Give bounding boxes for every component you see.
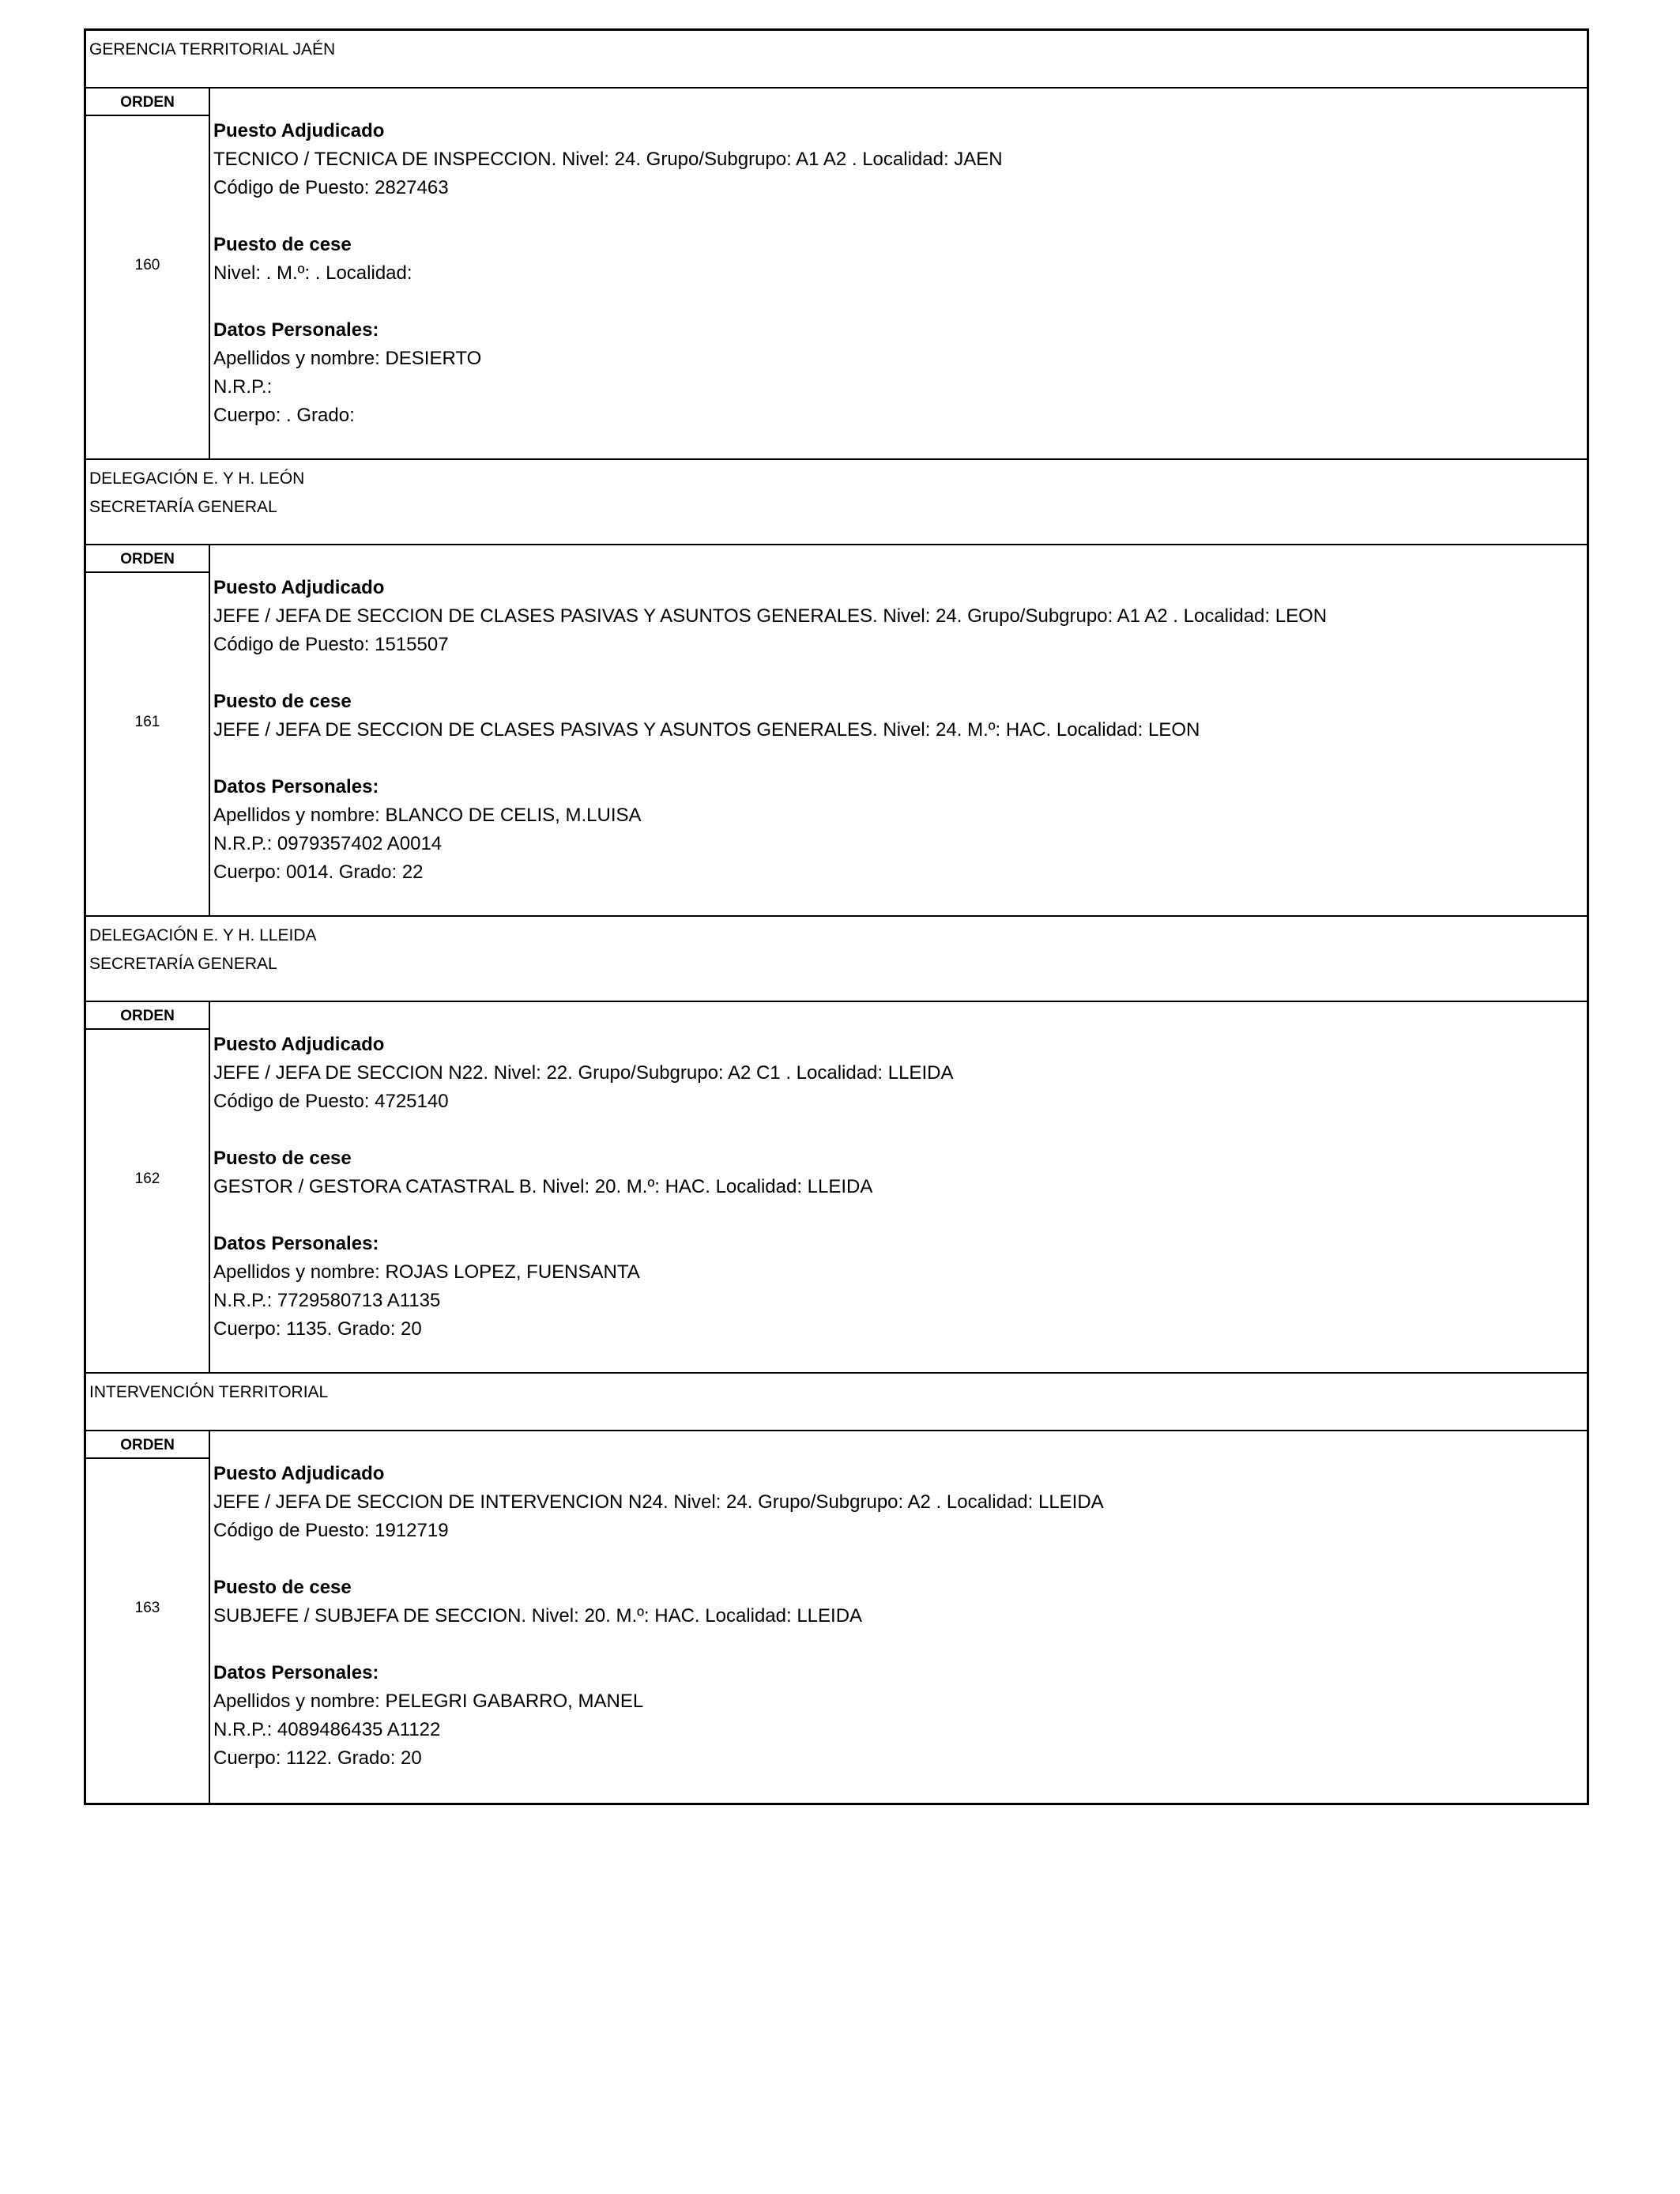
nrp: N.R.P.: 4089486435 A1122 — [213, 1719, 441, 1740]
orden-column — [86, 545, 210, 915]
record-161 — [86, 545, 1587, 917]
orden-number: 160 — [134, 257, 160, 273]
section-header-line: INTERVENCIÓN TERRITORIAL — [89, 1383, 329, 1401]
puesto-adjudicado-line: JEFE / JEFA DE SECCION DE INTERVENCION N24. Nivel: 24. Grupo/Subgrupo: A2 . Localidad: LLEIDA — [213, 1491, 1104, 1513]
datos-personales-heading: Datos Personales: — [213, 1233, 379, 1254]
nrp: N.R.P.: 0979357402 A0014 — [213, 833, 443, 854]
apellidos-nombre: Apellidos y nombre: PELEGRI GABARRO, MANEL — [213, 1691, 644, 1712]
puesto-cese-heading: Puesto de cese — [213, 1148, 352, 1169]
puesto-cese-line: SUBJEFE / SUBJEFA DE SECCION. Nivel: 20. M.º: HAC. Localidad: LLEIDA — [213, 1605, 863, 1627]
datos-personales-heading: Datos Personales: — [213, 1662, 379, 1683]
record-162 — [86, 1002, 1587, 1374]
section-header-line: DELEGACIÓN E. Y H. LLEIDA — [89, 926, 317, 944]
puesto-cese-heading: Puesto de cese — [213, 1577, 352, 1598]
section-header-line: SECRETARÍA GENERAL — [89, 498, 277, 516]
codigo-puesto: Código de Puesto: 1515507 — [213, 634, 449, 655]
record-details — [210, 1002, 1587, 1372]
document-table — [84, 28, 1589, 1805]
record-details — [210, 89, 1587, 458]
puesto-adjudicado-line: TECNICO / TECNICA DE INSPECCION. Nivel: 24. Grupo/Subgrupo: A1 A2 . Localidad: JAEN — [213, 149, 1003, 170]
apellidos-nombre: Apellidos y nombre: ROJAS LOPEZ, FUENSANTA — [213, 1261, 640, 1283]
apellidos-nombre: Apellidos y nombre: BLANCO DE CELIS, M.LUISA — [213, 805, 642, 826]
orden-label: ORDEN — [86, 1002, 209, 1030]
orden-label: ORDEN — [86, 1431, 209, 1459]
puesto-adjudicado-line: JEFE / JEFA DE SECCION DE CLASES PASIVAS Y ASUNTOS GENERALES. Nivel: 24. Grupo/Subgrupo: A1 A2 . Localidad: LEON — [213, 605, 1328, 627]
record-details — [210, 1431, 1587, 1803]
orden-number: 163 — [134, 1600, 160, 1616]
puesto-adjudicado-heading: Puesto Adjudicado — [213, 120, 385, 141]
section-header — [86, 460, 1587, 545]
record-163 — [86, 1431, 1587, 1803]
orden-label: ORDEN — [86, 545, 209, 573]
record-details — [210, 545, 1587, 915]
orden-label: ORDEN — [86, 89, 209, 116]
puesto-adjudicado-heading: Puesto Adjudicado — [213, 1463, 385, 1484]
orden-column — [86, 1431, 210, 1803]
cuerpo-grado: Cuerpo: 1135. Grado: 20 — [213, 1318, 422, 1340]
orden-number: 162 — [134, 1171, 160, 1187]
orden-column — [86, 1002, 210, 1372]
cuerpo-grado: Cuerpo: . Grado: — [213, 405, 355, 426]
puesto-cese-line: GESTOR / GESTORA CATASTRAL B. Nivel: 20. M.º: HAC. Localidad: LLEIDA — [213, 1176, 873, 1197]
section-header-line: GERENCIA TERRITORIAL JAÉN — [89, 40, 336, 58]
section-header-line: DELEGACIÓN E. Y H. LEÓN — [89, 469, 305, 488]
section-header-line: SECRETARÍA GENERAL — [89, 955, 277, 973]
puesto-cese-heading: Puesto de cese — [213, 234, 352, 255]
codigo-puesto: Código de Puesto: 1912719 — [213, 1520, 449, 1541]
puesto-cese-heading: Puesto de cese — [213, 691, 352, 712]
datos-personales-heading: Datos Personales: — [213, 776, 379, 797]
apellidos-nombre: Apellidos y nombre: DESIERTO — [213, 348, 482, 369]
datos-personales-heading: Datos Personales: — [213, 319, 379, 341]
puesto-adjudicado-heading: Puesto Adjudicado — [213, 577, 385, 598]
puesto-cese-line: JEFE / JEFA DE SECCION DE CLASES PASIVAS Y ASUNTOS GENERALES. Nivel: 24. M.º: HAC. Localidad: LEON — [213, 719, 1200, 741]
puesto-cese-line: Nivel: . M.º: . Localidad: — [213, 262, 412, 284]
section-header — [86, 31, 1587, 89]
orden-number: 161 — [134, 714, 160, 730]
nrp: N.R.P.: 7729580713 A1135 — [213, 1290, 441, 1311]
codigo-puesto: Código de Puesto: 2827463 — [213, 177, 449, 198]
cuerpo-grado: Cuerpo: 1122. Grado: 20 — [213, 1747, 422, 1769]
puesto-adjudicado-line: JEFE / JEFA DE SECCION N22. Nivel: 22. Grupo/Subgrupo: A2 C1 . Localidad: LLEIDA — [213, 1062, 954, 1084]
nrp: N.R.P.: — [213, 376, 273, 398]
orden-column — [86, 89, 210, 458]
record-160 — [86, 89, 1587, 460]
section-header — [86, 1374, 1587, 1431]
cuerpo-grado: Cuerpo: 0014. Grado: 22 — [213, 861, 424, 883]
section-header — [86, 917, 1587, 1002]
puesto-adjudicado-heading: Puesto Adjudicado — [213, 1034, 385, 1055]
codigo-puesto: Código de Puesto: 4725140 — [213, 1091, 449, 1112]
